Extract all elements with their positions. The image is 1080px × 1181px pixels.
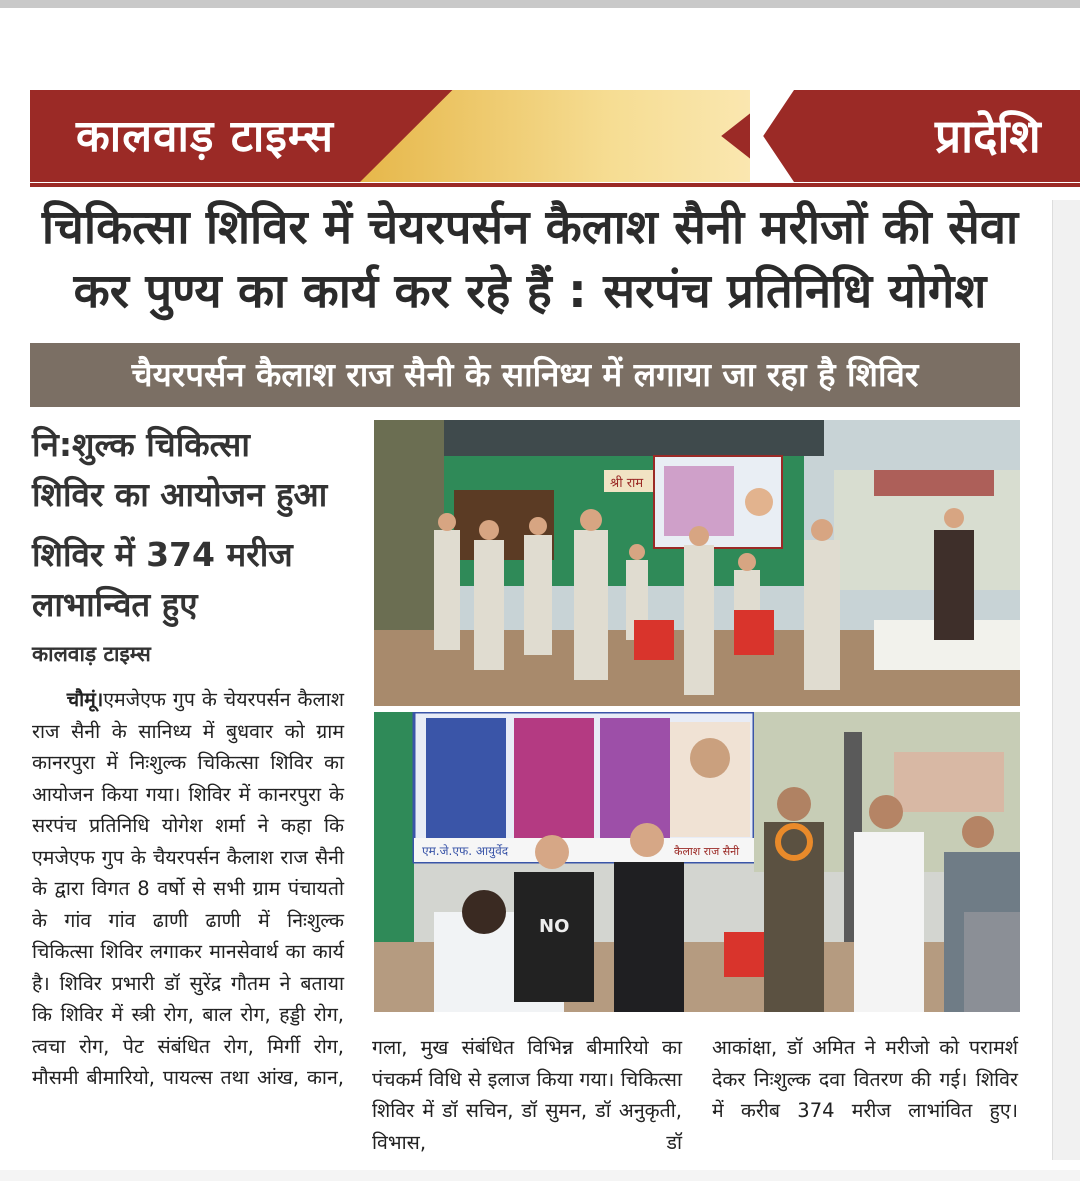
- section-name: प्रादेशि: [935, 109, 1041, 163]
- bottom-rule: [0, 1170, 1080, 1181]
- masthead-gold-band: [360, 90, 780, 182]
- masthead-notch: [750, 90, 794, 182]
- photo2-banner-text: एम.जे.एफ. आयुर्वेद: [422, 844, 509, 858]
- article-column-1: [32, 684, 344, 1094]
- photo-honor-ceremony: [374, 712, 1020, 1012]
- photo2-name-text: कैलाश राज सैनी: [674, 845, 740, 858]
- photo-honor-ceremony-graphic: [374, 712, 1020, 1012]
- highlight-line-1: नि:शुल्क चिकित्सा: [32, 425, 250, 464]
- masthead: [30, 90, 1080, 182]
- paper-name: कालवाड़ टाइम्स: [76, 111, 334, 162]
- article-column-3: आकांक्षा, डॉ अमित ने मरीजो को परामर्श देकर निःशुल्क दवा वितरण की गई। शिविर में करीब 374 मरीज लाभांवित हुए।: [712, 1036, 1018, 1122]
- headline-line-1: चिकित्सा शिविर में चेयरपर्सन कैलाश सैनी मरीजों की सेवा: [41, 200, 1019, 255]
- dateline: चौमूं।: [66, 688, 104, 711]
- photo-camp-scene-graphic: [374, 420, 1020, 706]
- headline: [30, 196, 1030, 324]
- highlight-box: [32, 420, 352, 630]
- highlight-line-2: शिविर का आयोजन हुआ: [32, 475, 328, 514]
- subheadline: चैयरपर्सन कैलाश राज सैनी के सानिध्य में लगाया जा रहा है शिविर: [30, 343, 1020, 407]
- byline: कालवाड़ टाइम्स: [32, 642, 151, 666]
- photo-camp-scene: [374, 420, 1020, 706]
- photo2-shirt-text: NO: [539, 916, 570, 937]
- photo1-sign-text: श्री राम: [610, 476, 644, 491]
- headline-line-2: कर पुण्य का कार्य कर रहे हैं : सरपंच प्रतिनिधि योगेश: [73, 264, 987, 319]
- article-col1-text: एमजेएफ गुप के चेयरपर्सन कैलाश राज सैनी के सानिध्य में बुधवार को ग्राम कानरपुरा में निःशुल्क चिकित्सा शिविर का आयोजन किया गया। शिविर में कानरपुरा के सरपंच प्रतिनिधि योगेश शर्मा ने कहा कि एमजेएफ गुप के चैयरपर्सन कैलाश राज सैनी के द्वारा विगत 8 वर्षो से सभी ग्राम पंचायतो के गांव गांव ढाणी ढाणी में निःशुल्क चिकित्सा शिविर लगाकर मानसेवार्थ का कार्य है। शिविर प्रभारी डॉ सुरेंद्र गौतम ने बताया कि शिविर में स्त्री रोग, बाल रोग, हड्डी रोग, त्वचा रोग, पेट संबंधित रोग, मिर्गी रोग, मौसमी बीमारियो, पायल्स तथा आंख, कान,: [32, 688, 345, 1089]
- masthead-underline: [30, 183, 1080, 187]
- highlight-line-3: शिविर में 374 मरीज: [32, 535, 293, 574]
- highlight-line-4: लाभान्वित हुए: [32, 585, 198, 624]
- adjacent-column-edge: [1052, 200, 1080, 1160]
- top-rule: [0, 0, 1080, 8]
- article-column-2: गला, मुख संबंधित विभिन्न बीमारियो का पंचकर्म विधि से इलाज किया गया। चिकित्सा शिविर में डॉ सचिन, डॉ सुमन, डॉ अनुकृती, विभास, डॉ: [372, 1036, 682, 1154]
